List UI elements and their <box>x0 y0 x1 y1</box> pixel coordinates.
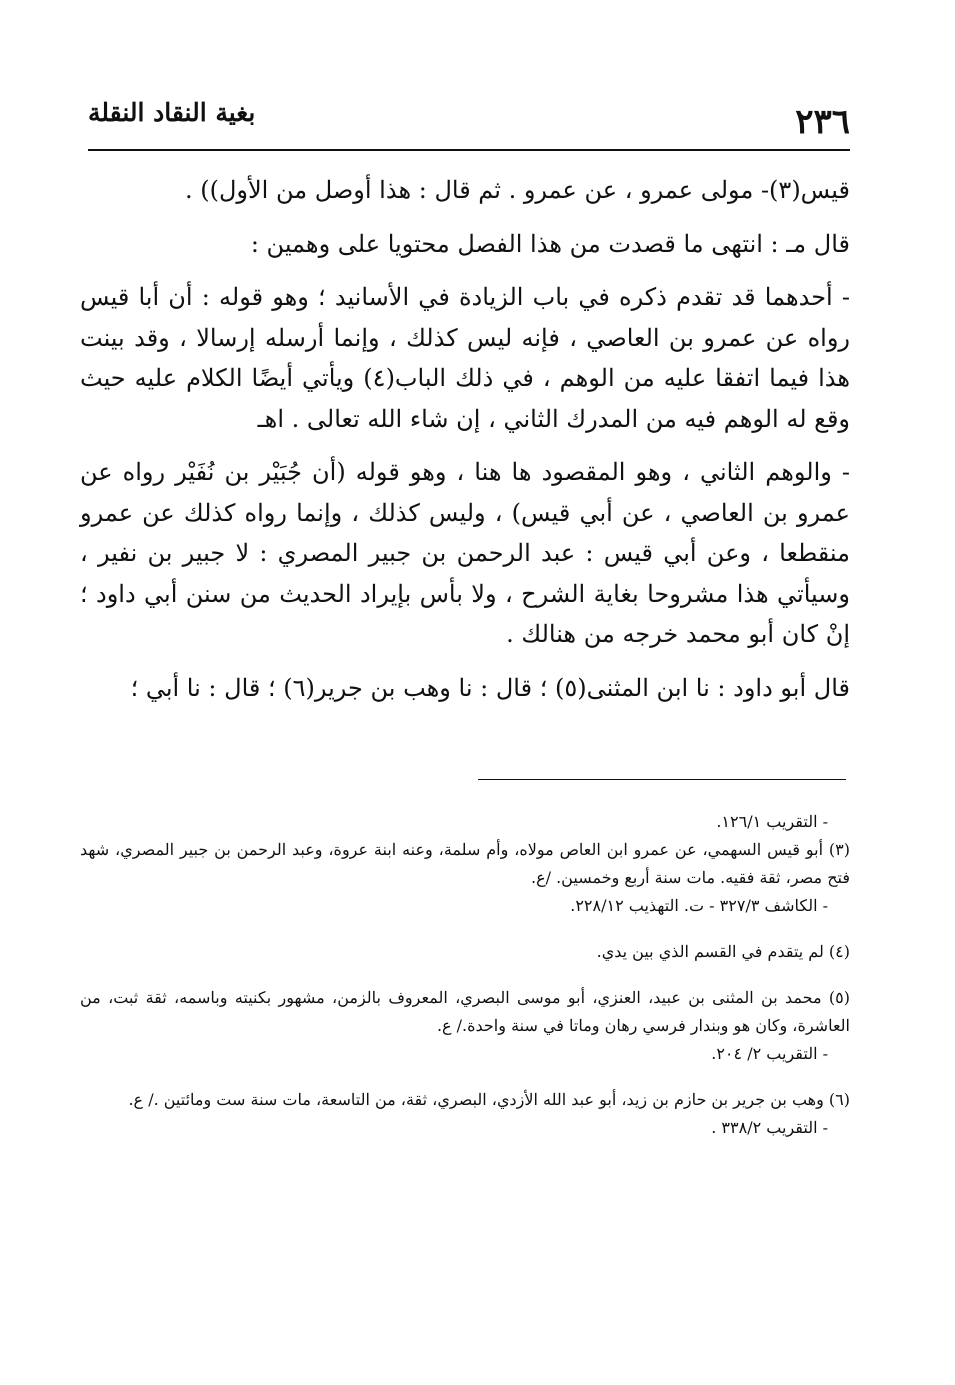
footnote-5 <box>80 984 850 1068</box>
paragraph: - أحدهما قد تقدم ذكره في باب الزيادة في الأسانيد ؛ وهو قوله : أن أبا قيس رواه عن عمرو بن العاصي ، فإنه ليس كذلك ، وإنما أرسله إرسالا ، وقد بينت هذا فيما اتفقا عليه من الوهم ، في ذلك الباب(٤) ويأتي أيضًا الكلام عليه حيث وقع له الوهم فيه من المدرك الثاني ، إن شاء الله تعالى . اهـ <box>80 283 851 433</box>
paragraph: قال أبو داود : نا ابن المثنى(٥) ؛ قال : نا وهب بن جرير(٦) ؛ قال : نا أبي ؛ <box>130 673 850 702</box>
running-title: بغية النقاد النقلة <box>88 98 256 127</box>
footnotes <box>80 808 850 1160</box>
footnote-6 <box>80 1086 850 1142</box>
paragraph: - والوهم الثاني ، وهو المقصود ها هنا ، وهو قوله (أن جُبَيْر بن نُفَيْر رواه عن عمرو بن العاصي ، عن أبي قيس) ، وليس كذلك ، وإنما رواه كذلك عن عمرو منقطعا ، وعن أبي قيس : عبد الرحمن بن جبير المصري : لا جبير بن نفير ، وسيأتي هذا مشروحا بغاية الشرح ، ولا بأس بإيراد الحديث من سنن أبي داود ؛ إنْ كان أبو محمد خرجه من هنالك . <box>80 458 850 648</box>
footnote-3 <box>80 808 850 920</box>
paragraph: قال مـ : انتهى ما قصدت من هذا الفصل محتويا على وهمين : <box>250 229 850 258</box>
footnote-reference: - التقريب ١٢٦/١. <box>716 812 828 831</box>
footnote-text: (٦) وهب بن جرير بن حازم بن زيد، أبو عبد الله الأزدي، البصري، ثقة، من التاسعة، مات سنة ست ومائتين ./ ع. <box>128 1090 850 1109</box>
footnote-reference: - الكاشف ٣٢٧/٣ - ت. التهذيب ٢٢٨/١٢. <box>570 896 828 915</box>
footnote-reference: - التقريب ٢/ ٢٠٤. <box>711 1044 828 1063</box>
main-text <box>80 170 850 721</box>
footnote-text: (٣) أبو قيس السهمي، عن عمرو ابن العاص مولاه، وأم سلمة، وعنه ابنة عروة، وعبد الرحمن بن جبير المصري، شهد فتح مصر، ثقة فقيه. مات سنة أربع وخمسين. /ع. <box>80 840 850 887</box>
page-number: ٢٣٦ <box>795 102 850 142</box>
paragraph: قيس(٣)- مولى عمرو ، عن عمرو . ثم قال : هذا أوصل من الأول)) . <box>184 176 850 204</box>
page-header <box>88 92 850 142</box>
header-divider <box>88 149 850 151</box>
footnote-divider <box>478 779 846 780</box>
footnote-text: (٥) محمد بن المثنى بن عبيد، العنزي، أبو موسى البصري، المعروف بالزمن، مشهور بكنيته وباسمه، ثقة ثبت، من العاشرة، وكان هو وبندار فرسي رهان وماتا في سنة واحدة./ ع. <box>80 988 850 1035</box>
footnote-4 <box>80 938 850 966</box>
footnote-reference: - التقريب ٣٣٨/٢ . <box>711 1118 828 1137</box>
footnote-text: (٤) لم يتقدم في القسم الذي بين يدي. <box>596 942 850 961</box>
